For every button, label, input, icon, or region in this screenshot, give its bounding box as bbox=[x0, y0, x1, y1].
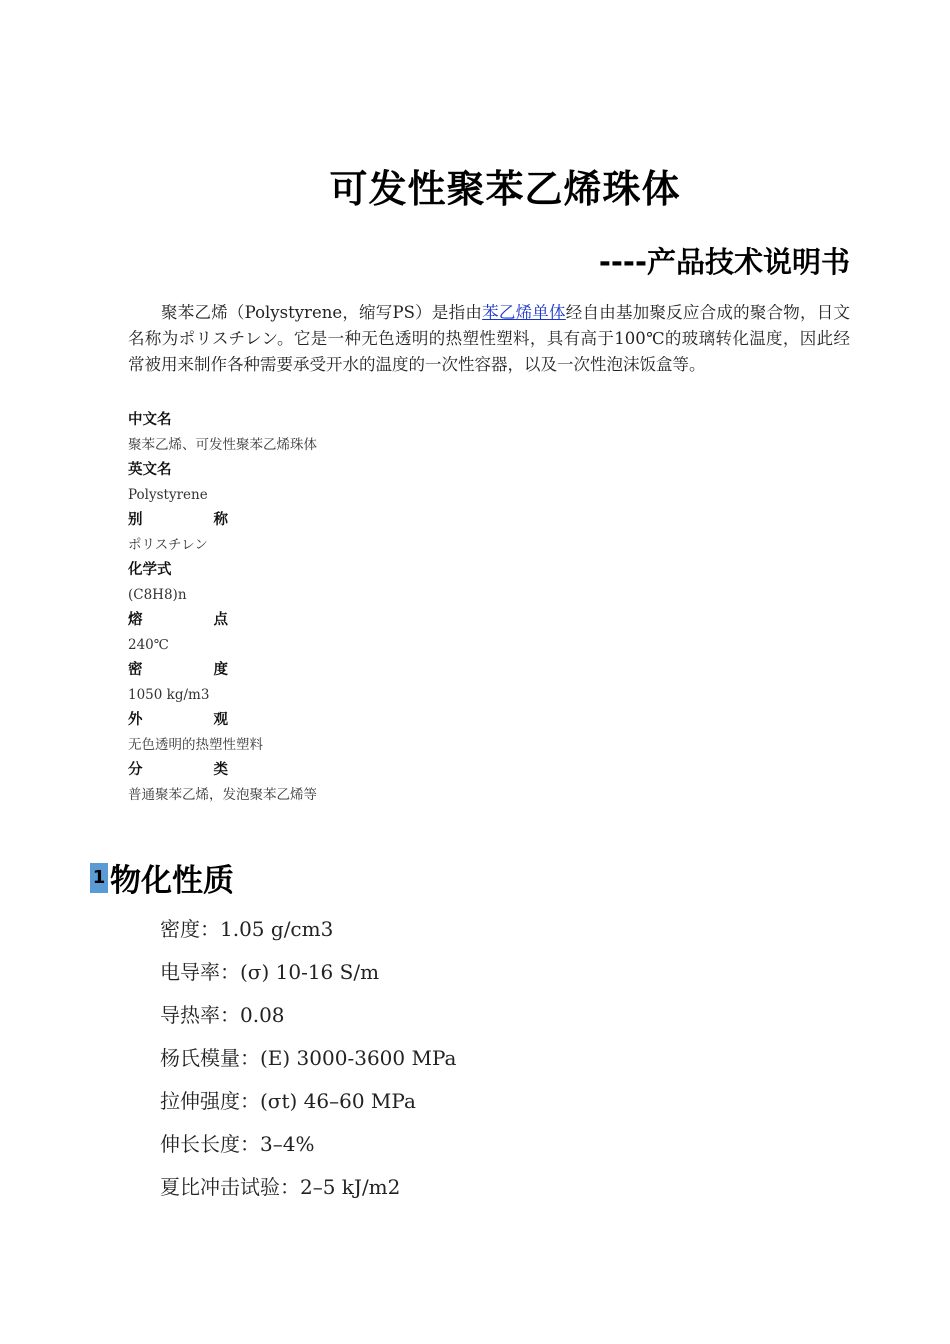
property-item: 杨氏模量：(E) 3000-3600 MPa bbox=[160, 1046, 457, 1070]
label-alias bbox=[128, 508, 228, 533]
label-alias-char-1: 别 bbox=[128, 512, 143, 528]
intro-text-end: 经自由基加聚反应合成的聚合物，日文名称为ポリスチレン。它是一种无色透明的热塑性塑料，具有高于100℃的玻璃转化温度，因此经常被用来制作各种需要承受开水的温度的一次性容器，以及一次性泡沫饭盒等。 bbox=[128, 303, 851, 374]
property-item: 夏比冲击试验：2–5 kJ/m2 bbox=[160, 1175, 401, 1199]
label-density-char-1: 密 bbox=[128, 662, 143, 678]
value-english-name: Polystyrene bbox=[128, 487, 208, 503]
intro-text-start: 聚苯乙烯（Polystyrene，缩写PS）是指由 bbox=[161, 303, 483, 322]
document-title: 可发性聚苯乙烯珠体 bbox=[329, 167, 681, 211]
properties-list bbox=[160, 908, 760, 1209]
property-item: 密度：1.05 g/cm3 bbox=[160, 917, 334, 941]
section-heading bbox=[90, 855, 234, 900]
label-chinese-name: 中文名 bbox=[128, 412, 172, 428]
label-density bbox=[128, 658, 228, 683]
label-melting-point-char-2: 点 bbox=[213, 612, 228, 628]
document-subtitle: ----产品技术说明书 bbox=[598, 245, 850, 279]
label-category-char-2: 类 bbox=[213, 762, 228, 778]
property-item: 导热率：0.08 bbox=[160, 1003, 285, 1027]
property-item: 伸长长度：3–4% bbox=[160, 1132, 315, 1156]
label-melting-point bbox=[128, 608, 228, 633]
label-appearance-char-2: 观 bbox=[213, 712, 228, 728]
value-alias: ポリスチレン bbox=[128, 537, 208, 553]
value-formula: (C8H8)n bbox=[128, 587, 187, 603]
section-number-badge: 1 bbox=[90, 863, 108, 893]
label-melting-point-char-1: 熔 bbox=[128, 612, 143, 628]
styrene-monomer-link[interactable]: 苯乙烯单体 bbox=[482, 303, 566, 322]
value-appearance: 无色透明的热塑性塑料 bbox=[128, 737, 263, 753]
label-alias-char-2: 称 bbox=[213, 512, 228, 528]
value-chinese-name: 聚苯乙烯、可发性聚苯乙烯珠体 bbox=[128, 437, 317, 453]
label-category bbox=[128, 758, 228, 783]
label-appearance bbox=[128, 708, 228, 733]
value-melting-point: 240℃ bbox=[128, 637, 169, 653]
info-box bbox=[128, 408, 528, 808]
value-density: 1050 kg/m3 bbox=[128, 687, 210, 703]
label-density-char-2: 度 bbox=[213, 662, 228, 678]
label-appearance-char-1: 外 bbox=[128, 712, 143, 728]
value-category: 普通聚苯乙烯，发泡聚苯乙烯等 bbox=[128, 787, 317, 803]
section-title: 物化性质 bbox=[110, 863, 234, 899]
label-category-char-1: 分 bbox=[128, 762, 143, 778]
intro-paragraph bbox=[128, 300, 850, 378]
property-item: 拉伸强度：(σt) 46–60 MPa bbox=[160, 1089, 416, 1113]
property-item: 电导率：(σ) 10-16 S/m bbox=[160, 960, 380, 984]
label-english-name: 英文名 bbox=[128, 462, 172, 478]
label-formula: 化学式 bbox=[128, 562, 172, 578]
